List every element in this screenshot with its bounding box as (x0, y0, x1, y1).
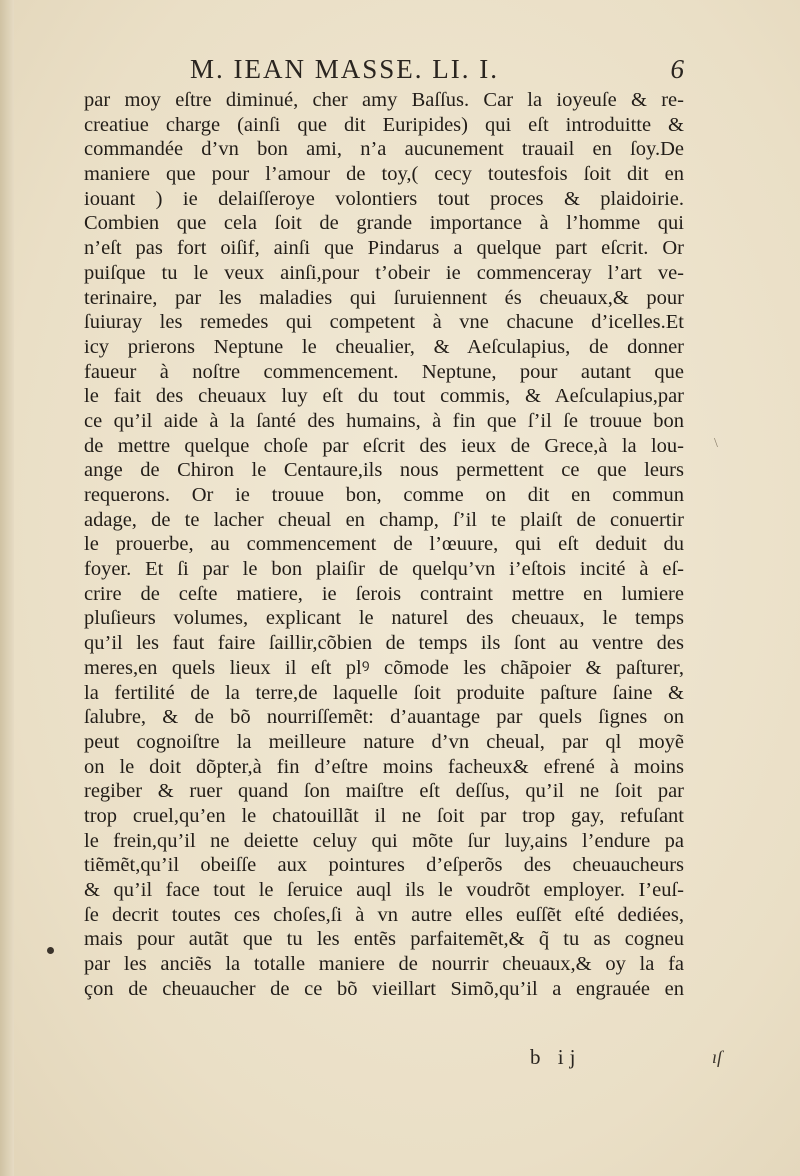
text-line: mais pour autãt que tu les entẽs parfaitemẽt,& q̃ tu as cogneu (84, 928, 684, 951)
text-line: regiber & ruer quand ſon maiſtre eſt deſſus, qu’il ne ſoit par (84, 780, 684, 803)
text-line: requerons. Or ie trouue bon, comme on dit en commun (84, 484, 684, 506)
text-line: qu’il les faut faire ſaillir,cõbien de temps ils ſont au ventre des (84, 632, 684, 655)
page-binding-edge (0, 0, 14, 1176)
text-line: tiẽmẽt,qu’il obeiſſe aux pointures d’eſperõs des cheuaucheurs (84, 854, 684, 877)
text-line: meres,en quels lieux il eſt plꝰ cõmode les chãpoier & paſturer, (84, 656, 684, 679)
running-title: M. IEAN MASSE. LI. I. (190, 54, 499, 84)
text-line: le prouerbe, au commencement de l’œuure, qui eſt deduit du (84, 533, 684, 556)
text-line: iouant ) ie delaiſſeroye volontiers tout proces & plaidoirie. (84, 187, 684, 210)
text-line: ſalubre, & de bõ nourriſſemẽt: d’auantage par quels ſignes on (84, 706, 684, 729)
margin-tick: \ (714, 436, 718, 451)
text-line: le frein,qu’il ne deiette celuy qui mõte ſur luy,ains l’endure pa (84, 829, 684, 852)
text-line: ange de Chiron le Centaure,ils nous permettent ce que leurs (84, 459, 684, 482)
text-line: de mettre quelque choſe par eſcrit des ieux de Grece,à la lou- (84, 434, 684, 457)
text-line: crire de ceſte matiere, ie ſerois contraint mettre en lumiere (84, 582, 684, 605)
text-line: Combien que cela ſoit de grande importance à l’homme qui (84, 212, 684, 235)
text-line: çon de cheuaucher de ce bõ vieillart Simõ,qu’il a engrauée en (84, 977, 684, 1000)
text-line: faueur à noſtre commencement. Neptune, pour autant que (84, 360, 684, 383)
text-line: on le doit dõpter,à fin d’eſtre moins facheux& efrené à moins (84, 755, 684, 778)
text-line: par moy eſtre diminué, cher amy Baſſus. Car la ioyeuſe & re- (84, 89, 684, 111)
text-line: maniere que pour l’amour de toy,( cecy toutesfois ſoit dit en (84, 163, 684, 186)
text-line: la fertilité de la terre,de laquelle ſoit produite paſture ſaine & (84, 681, 684, 704)
text-line: ſuiuray les remedes qui competent à vne chacune d’icelles.Et (84, 311, 684, 334)
text-line: terinaire, par les maladies qui ſuruiennent és cheuaux,& pour (84, 286, 684, 309)
text-line: foyer. Et ſi par le bon plaiſir de quelqu’vn i’eſtois incité à eſ- (84, 558, 684, 581)
text-line: & qu’il face tout le ſeruice auql ils le voudrõt employer. I’euſ- (84, 879, 684, 901)
margin-note: ıſ (712, 1047, 723, 1067)
text-line: icy prierons Neptune le cheualier, & Aeſculapius, de donner (84, 335, 684, 358)
text-line: commandée d’vn bon ami, n’a aucunement trauail en ſoy.De (84, 138, 684, 161)
text-line: ſe decrit toutes ces choſes,ſi à vn autre elles euſſẽt eſté dediées, (84, 903, 684, 926)
folio-number: 6 (670, 54, 684, 84)
text-line: puiſque tu le veux ainſi,pour t’obeir ie commenceray l’art ve- (84, 261, 684, 284)
text-line: ce qu’il aide à la ſanté des humains, à fin que ſ’il ſe trouue bon (84, 409, 684, 432)
page-header (84, 54, 684, 90)
text-line: peut cognoiſtre la meilleure nature d’vn cheual, par ql moyẽ (84, 730, 684, 753)
text-line: trop cruel,qu’en le chatouillãt il ne ſoit par trop gay, refuſant (84, 804, 684, 827)
text-line: par les anciẽs la totalle maniere de nourrir cheuaux,& oy la fa (84, 953, 684, 976)
text-line: adage, de te lacher cheual en champ, ſ’il te plaiſt de conuertir (84, 508, 684, 531)
text-line: pluſieurs volumes, explicant le naturel des cheuaux, le temps (84, 607, 684, 630)
margin-dot (47, 947, 54, 954)
body-text (84, 88, 684, 1001)
text-line: creatiue charge (ainſi que dit Euripides) qui eſt introduitte & (84, 113, 684, 136)
signature-mark: b ij (530, 1045, 582, 1069)
text-line: n’eſt pas fort oiſif, ainſi que Pindarus a quelque part eſcrit. Or (84, 237, 684, 260)
text-line: le fait des cheuaux luy eſt du tout commis, & Aeſculapius,par (84, 385, 684, 408)
